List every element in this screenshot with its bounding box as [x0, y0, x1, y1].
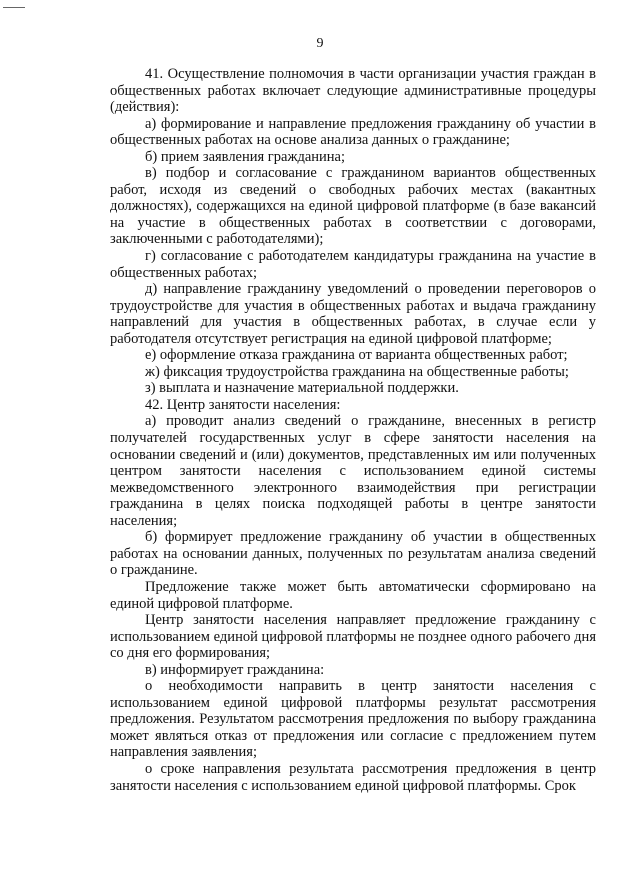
paragraph-41-b: б) прием заявления гражданина;: [145, 148, 346, 165]
paragraph-42-a: а) проводит анализ сведений о гражданине, внесенных в регистр получателей государственных услуг в сфере занятости населения на основании сведений и (или) документов, представленных им или полученных центром занятости населения с использованием единой системы межведомственного электронного взаимодействия при регистрации гражданина в целях поиска подходящей работы в центре занятости населения;: [110, 413, 596, 529]
paragraph-inform-deadline: о сроке направления результата рассмотрения предложения в центр занятости населения с использованием единой цифровой платформы. Срок: [110, 760, 596, 794]
paragraph-41-zh: ж) фиксация трудоустройства гражданина на общественные работы;: [145, 363, 569, 380]
paragraph-41-v: в) подбор и согласование с гражданином вариантов общественных работ, исходя из сведений о свободных рабочих местах (вакантных должностях), содержащихся на единой цифровой платформе (в базе вакансий на участие в общественных работах в соответствии с договорами, заключенными с работодателями);: [110, 165, 596, 248]
paragraph-inform-necessity: о необходимости направить в центр занятости населения с использованием единой цифровой платформы результат рассмотрения предложения. Результатом рассмотрения предложения по выбору гражданина может являться отказ от предложения или согласие с предложением путем направления заявления;: [110, 678, 596, 761]
paragraph-send-proposal: Центр занятости населения направляет предложение гражданину с использованием единой цифровой платформы не позднее одного рабочего дня со дня его формирования;: [110, 612, 596, 662]
document-body: [110, 66, 596, 794]
paragraph-41-e: е) оформление отказа гражданина от варианта общественных работ;: [145, 347, 568, 364]
paragraph-42-v: в) информирует гражданина:: [145, 661, 325, 678]
paragraph-41: 41. Осуществление полномочия в части организации участия граждан в общественных работах включает следующие административные процедуры (действия):: [110, 66, 596, 116]
paragraph-42-b: б) формирует предложение гражданину об участии в общественных работах на основании данных, полученных по результатам анализа сведений о гражданине.: [110, 529, 596, 579]
scan-artifact-line: [3, 7, 25, 8]
paragraph-41-d: д) направление гражданину уведомлений о проведении переговоров о трудоустройстве для участия в общественных работах и выдача гражданину направлений для участия в общественных работах, в случае если у работодателя отсутствует регистрация на единой цифровой платформе;: [110, 281, 596, 347]
paragraph-42: 42. Центр занятости населения:: [145, 396, 341, 413]
page-number: 9: [316, 36, 324, 51]
paragraph-41-g: г) согласование с работодателем кандидатуры гражданина на участие в общественных работах;: [110, 248, 596, 281]
paragraph-auto-proposal: Предложение также может быть автоматически сформировано на единой цифровой платформе.: [110, 578, 596, 612]
paragraph-41-a: а) формирование и направление предложения гражданину об участии в общественных работах на основе анализа данных о гражданине;: [110, 115, 596, 149]
paragraph-41-z: з) выплата и назначение материальной поддержки.: [145, 380, 459, 397]
